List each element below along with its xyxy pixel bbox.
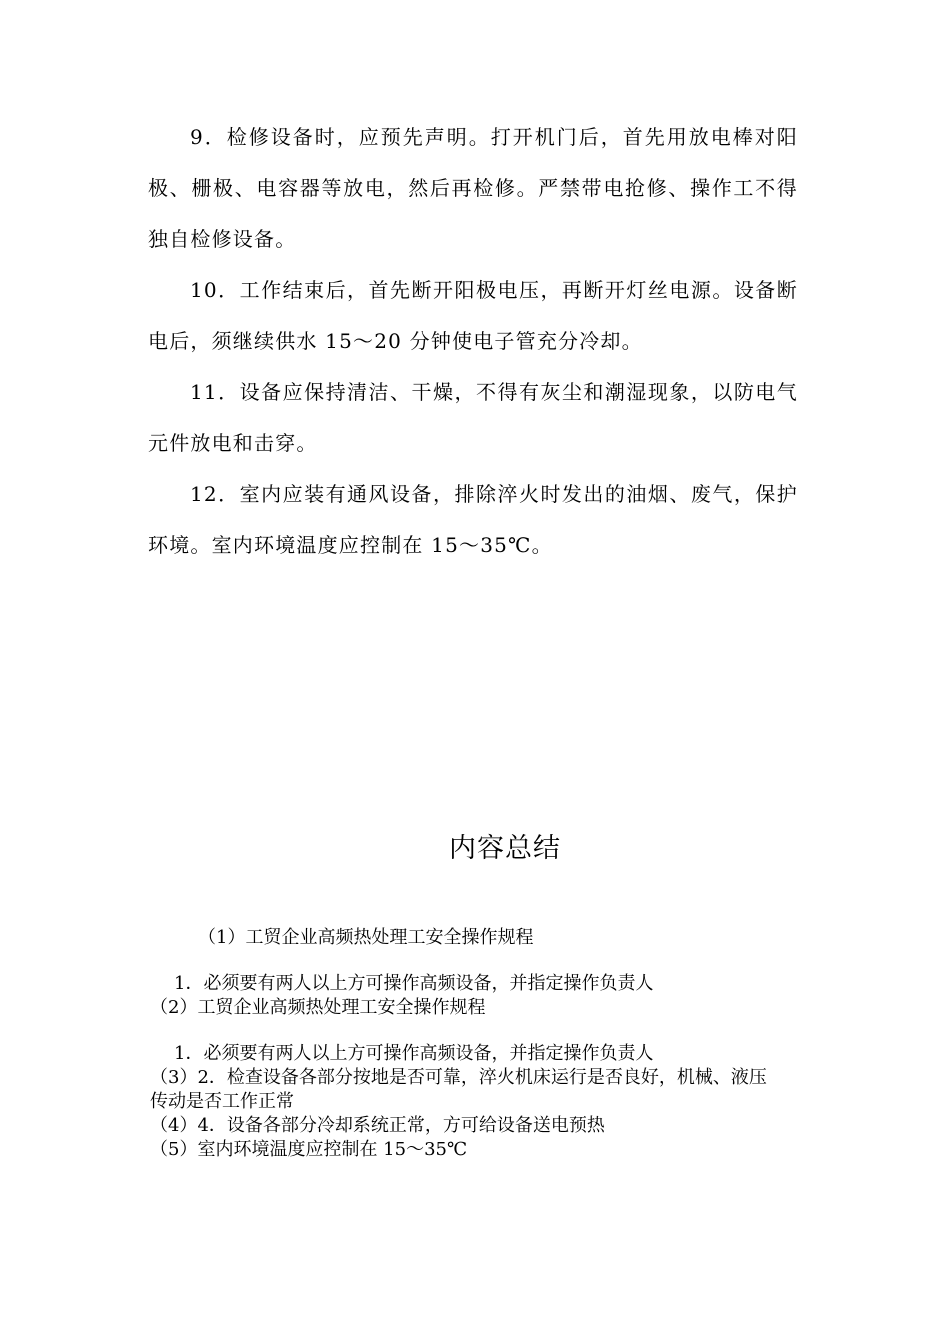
summary-title: 内容总结 xyxy=(449,833,561,864)
paragraph-10: 10．工作结束后，首先断开阳极电压，再断开灯丝电源。设备断电后，须继续供水 15～20 分钟使电子管充分冷却。 xyxy=(148,278,798,353)
summary-item-2: （2）工贸企业高频热处理工安全操作规程 xyxy=(150,997,486,1018)
paragraph-9: 9．检修设备时，应预先声明。打开机门后，首先用放电棒对阳极、栅极、电容器等放电，然后再检修。严禁带电抢修、操作工不得独自检修设备。 xyxy=(148,125,798,251)
summary-item-3: （3）2．检查设备各部分按地是否可靠，淬火机床运行是否良好，机械、液压传动是否工作正常 xyxy=(150,1067,767,1112)
summary-item-1-sub: 1．必须要有两人以上方可操作高频设备，并指定操作负责人 xyxy=(174,973,654,994)
summary-item-1: （1）工贸企业高频热处理工安全操作规程 xyxy=(198,927,534,948)
summary-item-2-sub: 1．必须要有两人以上方可操作高频设备，并指定操作负责人 xyxy=(174,1043,654,1064)
paragraph-11: 11．设备应保持清洁、干燥，不得有灰尘和潮湿现象，以防电气元件放电和击穿。 xyxy=(148,380,798,455)
summary-item-5: （5）室内环境温度应控制在 15～35℃ xyxy=(150,1139,468,1160)
spacer xyxy=(150,1020,780,1042)
spacer xyxy=(150,950,780,972)
summary-section xyxy=(150,926,780,1162)
body-text xyxy=(148,112,798,571)
summary-item-4: （4）4．设备各部分冷却系统正常，方可给设备送电预热 xyxy=(150,1115,605,1136)
paragraph-12: 12．室内应装有通风设备，排除淬火时发出的油烟、废气，保护环境。室内环境温度应控制在 15～35℃。 xyxy=(148,482,798,557)
